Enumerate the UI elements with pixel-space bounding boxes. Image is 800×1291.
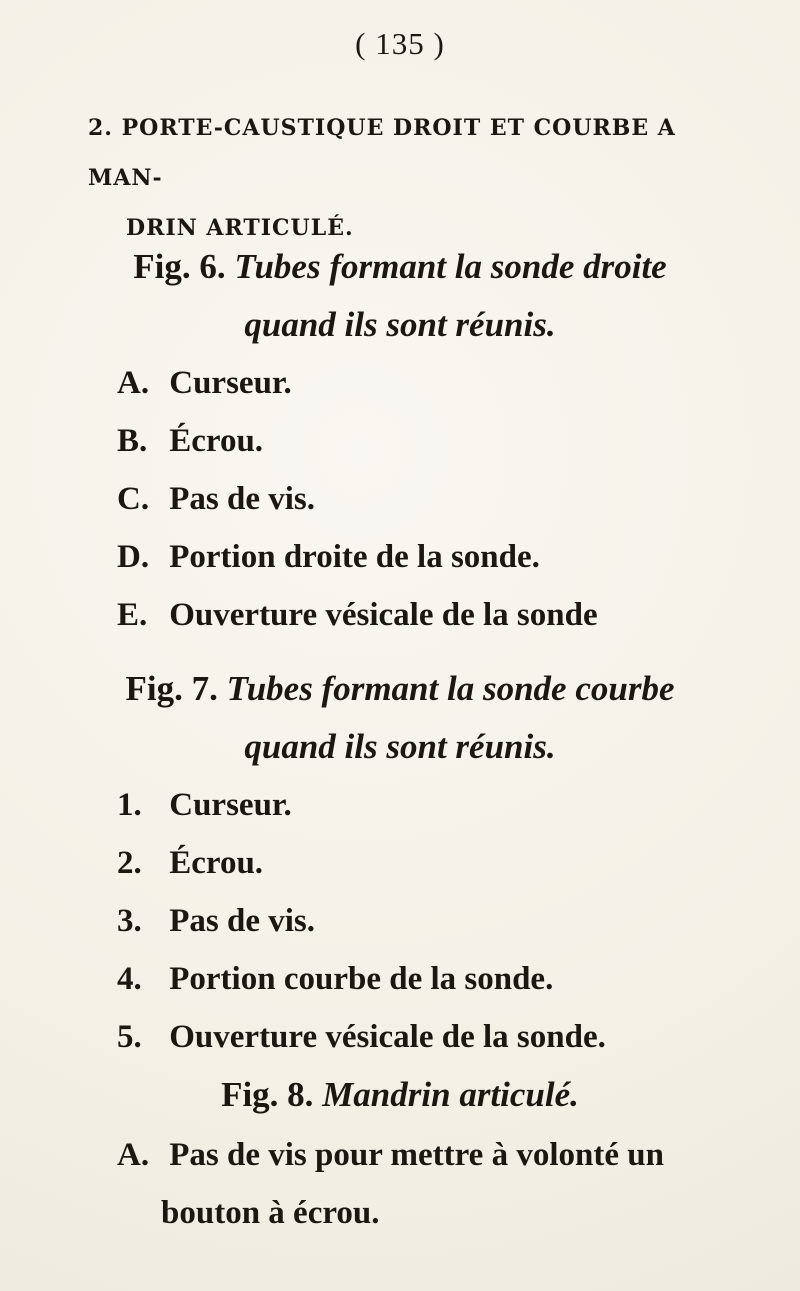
- legend-key: 1.: [117, 787, 142, 823]
- fig8-note-line-2: bouton à écrou.: [161, 1195, 380, 1231]
- fig7-title-line-2: quand ils sont réunis.: [244, 727, 556, 766]
- legend-key: C.: [117, 481, 150, 517]
- fig7-label: Fig. 7.: [125, 669, 218, 708]
- fig7-title-line-1: Tubes formant la sonde courbe: [226, 669, 675, 708]
- fig6-legend-item: [117, 412, 737, 470]
- fig6-label: Fig. 6.: [133, 247, 226, 286]
- fig8-label: Fig. 8.: [221, 1075, 314, 1114]
- fig7-legend-item: [117, 1008, 737, 1066]
- fig7-legend-item: [117, 834, 737, 892]
- legend-key: E.: [117, 597, 148, 633]
- section-heading-line-2: DRIN ARTICULÉ.: [126, 215, 354, 241]
- legend-key: B.: [117, 423, 148, 459]
- fig6-legend-item: [117, 586, 737, 644]
- fig7-legend-item: [117, 892, 737, 950]
- section-heading: [88, 103, 728, 253]
- legend-text: Pas de vis.: [169, 481, 316, 517]
- legend-text: Pas de vis.: [169, 903, 316, 939]
- legend-text: Curseur.: [169, 787, 292, 823]
- legend-key: D.: [117, 539, 150, 575]
- legend-text: Portion courbe de la sonde.: [169, 961, 554, 997]
- fig8-note: [117, 1126, 737, 1242]
- legend-text: Écrou.: [169, 423, 264, 459]
- legend-key: A.: [117, 365, 150, 401]
- fig8-caption: [0, 1066, 800, 1124]
- fig8-note-key: A.: [117, 1137, 150, 1173]
- fig7-caption: [0, 660, 800, 776]
- fig6-caption: [0, 238, 800, 354]
- legend-text: Ouverture vésicale de la sonde.: [169, 1019, 606, 1055]
- legend-text: Curseur.: [169, 365, 292, 401]
- fig6-title-line-1: Tubes formant la sonde droite: [234, 247, 667, 286]
- fig6-legend-item: [117, 528, 737, 586]
- fig7-legend-item: [117, 776, 737, 834]
- legend-key: 3.: [117, 903, 142, 939]
- legend-key: 2.: [117, 845, 142, 881]
- legend-text: Ouverture vésicale de la sonde: [169, 597, 598, 633]
- fig8-note-line-1: Pas de vis pour mettre à volonté un: [169, 1137, 664, 1173]
- fig7-legend-item: [117, 950, 737, 1008]
- fig8-title: Mandrin articulé.: [322, 1075, 579, 1114]
- fig6-title-line-2: quand ils sont réunis.: [244, 305, 556, 344]
- section-heading-line-1: 2. PORTE-CAUSTIQUE DROIT ET COURBE A MAN-: [88, 115, 676, 191]
- legend-key: 5.: [117, 1019, 142, 1055]
- page-number: ( 135 ): [355, 26, 445, 61]
- legend-text: Portion droite de la sonde.: [169, 539, 540, 575]
- legend-text: Écrou.: [169, 845, 264, 881]
- fig6-legend-item: [117, 470, 737, 528]
- legend-key: 4.: [117, 961, 142, 997]
- fig6-legend: [117, 354, 737, 644]
- fig7-legend: [117, 776, 737, 1066]
- fig6-legend-item: [117, 354, 737, 412]
